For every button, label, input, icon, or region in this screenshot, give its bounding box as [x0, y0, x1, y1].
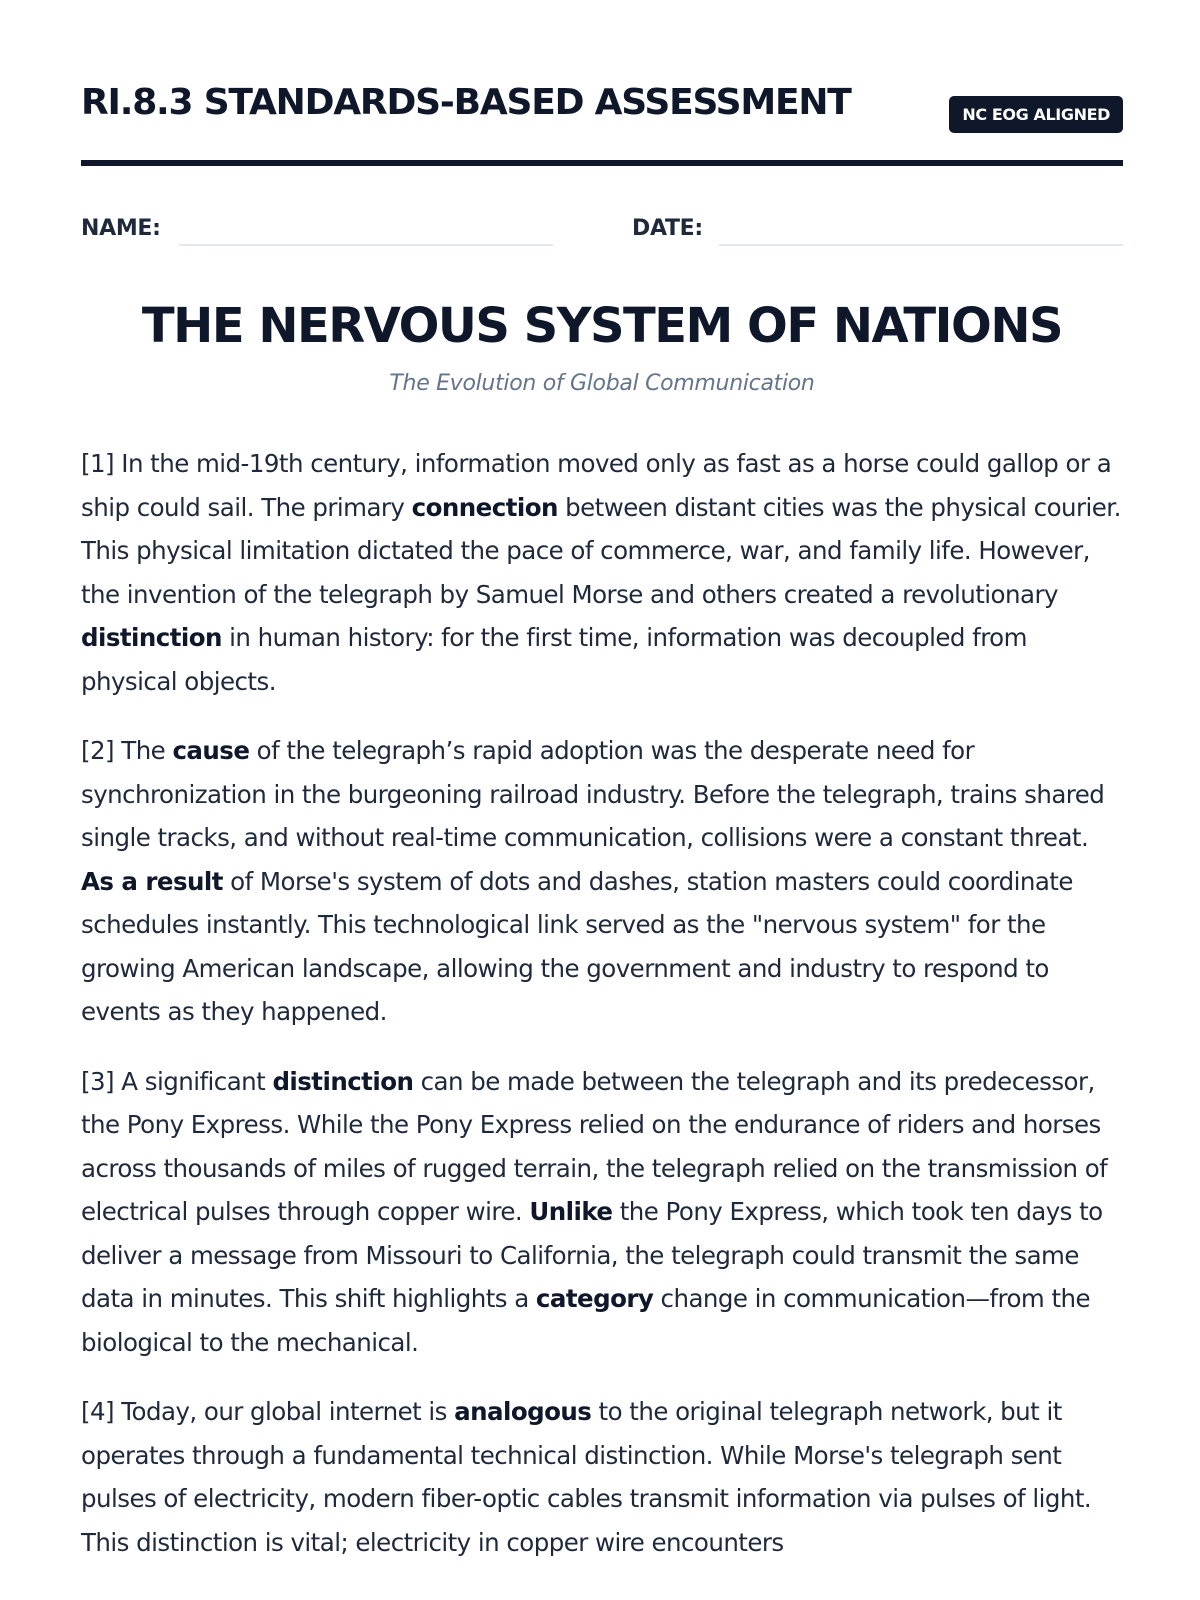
- key-term: cause: [172, 736, 250, 765]
- paragraph-text: can be made between the telegraph and its predecessor, the Pony Express. While the Pony Express relied on the endurance of riders and horses across thousands of miles of rugged terrain, the telegraph relied on the transmission of electrical pulses through copper wire.: [81, 1066, 1108, 1226]
- date-label: DATE:: [632, 216, 703, 241]
- paragraph-1: [81, 442, 1123, 703]
- student-info-fields: [81, 168, 1123, 254]
- assessment-title: RI.8.3 STANDARDS-BASED ASSESSMENT: [81, 82, 851, 123]
- key-term: Unlike: [529, 1197, 613, 1226]
- paragraph-2: [81, 729, 1123, 1034]
- paragraph-text: change in communication—from the biological to the mechanical.: [81, 1284, 1091, 1357]
- date-field[interactable]: [719, 244, 1123, 246]
- paragraph-text: [3] A significant: [81, 1066, 273, 1096]
- alignment-badge: NC EOG ALIGNED: [949, 96, 1123, 133]
- assessment-header: [81, 0, 1123, 168]
- paragraph-text: of the telegraph’s rapid adoption was the desperate need for synchronization in the burgeoning railroad industry. Before the telegraph, trains shared single tracks, and without real-time communication, collisions were a constant threat.: [81, 736, 1105, 852]
- name-label: NAME:: [81, 216, 161, 241]
- name-field[interactable]: [179, 244, 553, 246]
- paragraph-text: in human history: for the first time, information was decoupled from physical objects.: [81, 623, 1027, 696]
- passage-body: [81, 442, 1123, 1590]
- paragraph-text: to the original telegraph network, but it operates through a fundamental technical distinction. While Morse's telegraph sent pulses of electricity, modern fiber-optic cables transmit information via pulses of light. This distinction is vital; electricity in copper wire encounters: [81, 1397, 1092, 1557]
- paragraph-text: between distant cities was the physical courier. This physical limitation dictated the pace of commerce, war, and family life. However, the invention of the telegraph by Samuel Morse and others created a revolutionary: [81, 492, 1121, 609]
- key-term: connection: [411, 492, 558, 522]
- paragraph-text: [1] In the mid-19th century, information moved only as fast as a horse could gallop or a ship could sail. The primary: [81, 449, 1112, 522]
- passage-title: THE NERVOUS SYSTEM OF NATIONS: [141, 298, 1063, 354]
- key-term: distinction: [272, 1066, 414, 1096]
- passage-subtitle: The Evolution of Global Communication: [389, 371, 815, 396]
- paragraph-3: [81, 1060, 1123, 1365]
- header-divider: [81, 160, 1123, 166]
- key-term: category: [535, 1284, 654, 1313]
- key-term: distinction: [81, 623, 222, 652]
- worksheet-page: [81, 0, 1123, 1557]
- paragraph-text: [4] Today, our global internet is: [81, 1397, 455, 1426]
- key-term: As a result: [81, 866, 223, 896]
- paragraph-text: [2] The: [81, 736, 173, 765]
- key-term: analogous: [454, 1397, 592, 1426]
- paragraph-4: [81, 1390, 1123, 1564]
- paragraph-text: the Pony Express, which took ten days to deliver a message from Missouri to California, the telegraph could transmit the same data in minutes. This shift highlights a: [81, 1197, 1103, 1313]
- paragraph-text: of Morse's system of dots and dashes, station masters could coordinate schedules instantly. This technological link served as the "nervous system" for the growing American landscape, allowing the government and industry to respond to events as they happened.: [81, 866, 1073, 1026]
